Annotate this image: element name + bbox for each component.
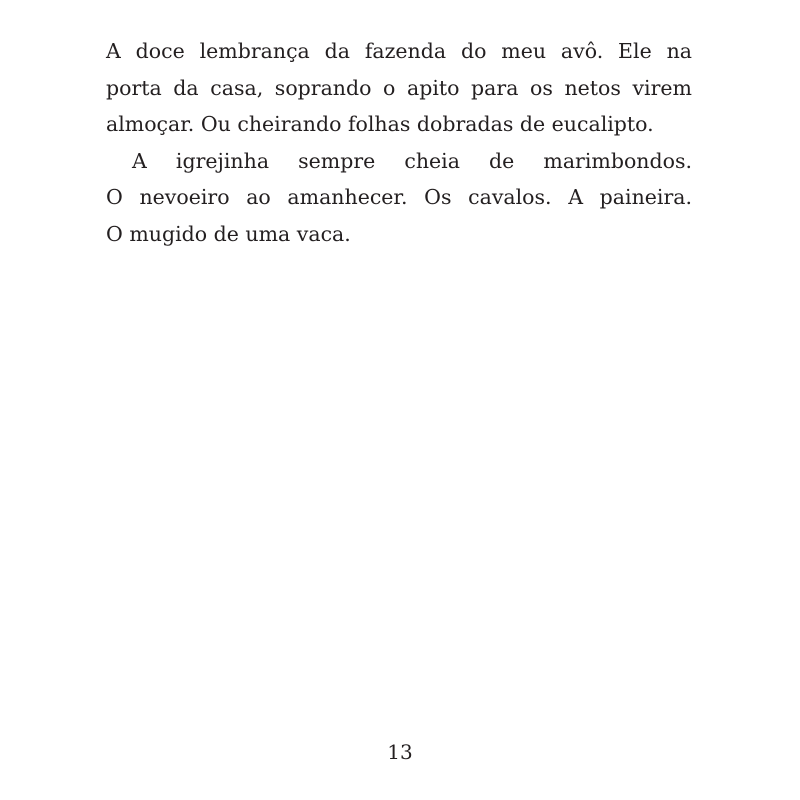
page-number: 13 <box>387 740 413 764</box>
text-line: A igrejinha sempre cheia de marimbondos. <box>132 148 692 173</box>
body-text <box>106 33 692 252</box>
text-line: almoçar. Ou cheirando folhas dobradas de eucalipto. <box>106 112 654 136</box>
paragraph-2 <box>106 143 692 253</box>
text-line: O mugido de uma vaca. <box>106 221 351 246</box>
text-line: A doce lembrança da fazenda do meu avô. Ele na <box>106 39 692 63</box>
paragraph-1 <box>106 33 692 143</box>
text-line: porta da casa, soprando o apito para os netos virem <box>106 75 692 100</box>
text-line: O nevoeiro ao amanhecer. Os cavalos. A paineira. <box>106 185 692 209</box>
